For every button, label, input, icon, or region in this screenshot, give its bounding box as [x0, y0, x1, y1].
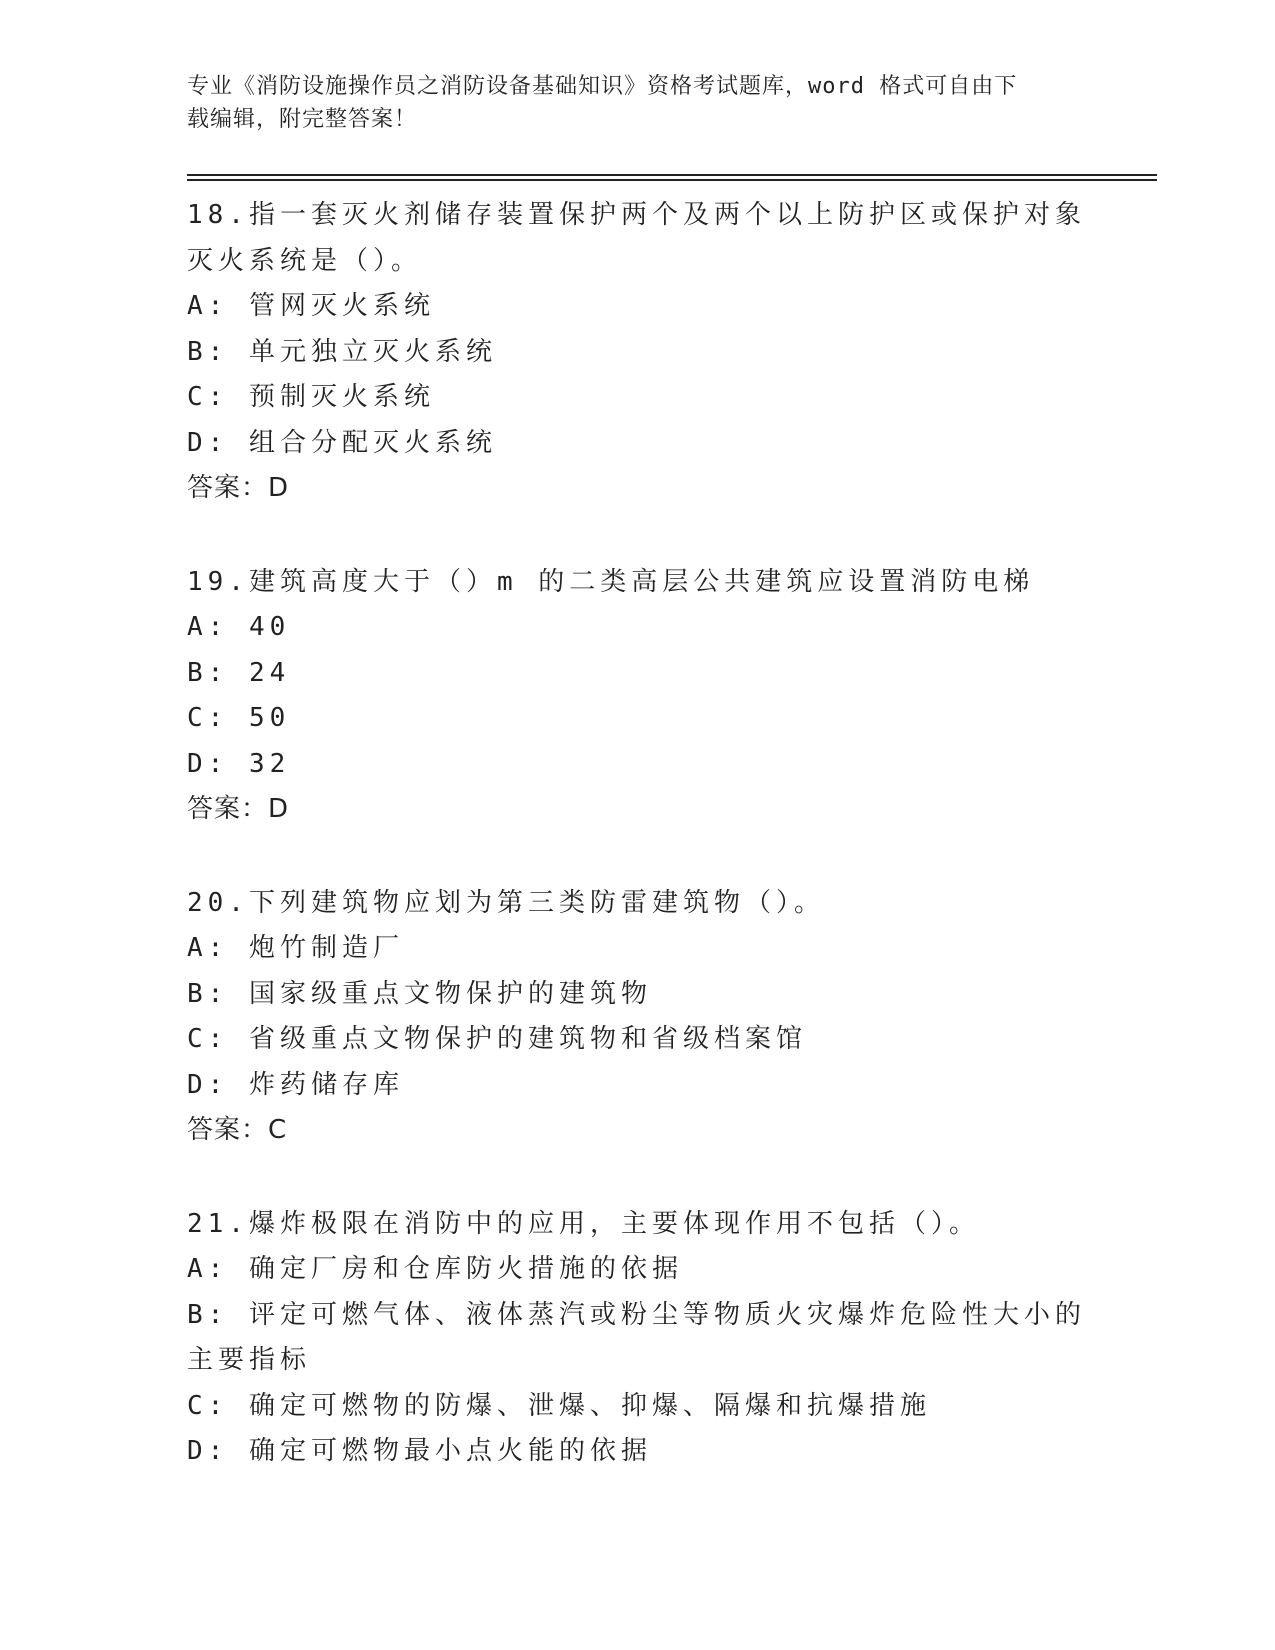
option-a: A: 40	[187, 612, 291, 642]
rule-line-bottom	[187, 179, 1157, 181]
option-d: D: 32	[187, 748, 291, 779]
question-19	[187, 560, 1157, 833]
document-header	[187, 70, 1067, 136]
header-line-1: 专业《消防设施操作员之消防设备基础知识》资格考试题库，word 格式可自由下	[187, 74, 1018, 99]
question-18	[187, 193, 1157, 512]
header-double-rule	[187, 174, 1157, 181]
option-b: B: 国家级重点文物保护的建筑物	[187, 978, 652, 1009]
option-c: C: 50	[187, 703, 291, 733]
option-c: C: 预制灭火系统	[187, 382, 435, 412]
question-20	[187, 881, 1157, 1154]
option-b: B: 24	[187, 657, 291, 688]
document-page	[187, 70, 1157, 1523]
answer-text: 答案：D	[187, 473, 290, 503]
option-b: B: 评定可燃气体、液体蒸汽或粉尘等物质火灾爆炸危险性大小的主要指标	[187, 1299, 1086, 1375]
option-d: D: 组合分配灭火系统	[187, 427, 497, 458]
question-stem: 21.爆炸极限在消防中的应用，主要体现作用不包括（）。	[187, 1208, 980, 1239]
option-a: A: 炮竹制造厂	[187, 933, 404, 963]
rule-line-top	[187, 174, 1157, 176]
question-21	[187, 1202, 1157, 1475]
option-a: A: 管网灭火系统	[187, 291, 435, 321]
option-a: A: 确定厂房和仓库防火措施的依据	[187, 1254, 683, 1284]
option-d: D: 炸药储存库	[187, 1069, 404, 1100]
answer-text: 答案：D	[187, 794, 290, 824]
question-stem: 18.指一套灭火剂储存装置保护两个及两个以上防护区或保护对象灭火系统是（）。	[187, 200, 1086, 276]
header-line-2: 载编辑，附完整答案！	[187, 107, 418, 132]
option-d: D: 确定可燃物最小点火能的依据	[187, 1436, 652, 1466]
question-stem: 19.建筑高度大于（）m 的二类高层公共建筑应设置消防电梯	[187, 566, 1035, 597]
option-c: C: 确定可燃物的防爆、泄爆、抑爆、隔爆和抗爆措施	[187, 1390, 931, 1421]
question-stem: 20.下列建筑物应划为第三类防雷建筑物（）。	[187, 887, 825, 918]
option-c: C: 省级重点文物保护的建筑物和省级档案馆	[187, 1024, 807, 1054]
option-b: B: 单元独立灭火系统	[187, 336, 497, 367]
question-list	[187, 193, 1157, 1475]
answer-text: 答案：C	[187, 1115, 288, 1145]
